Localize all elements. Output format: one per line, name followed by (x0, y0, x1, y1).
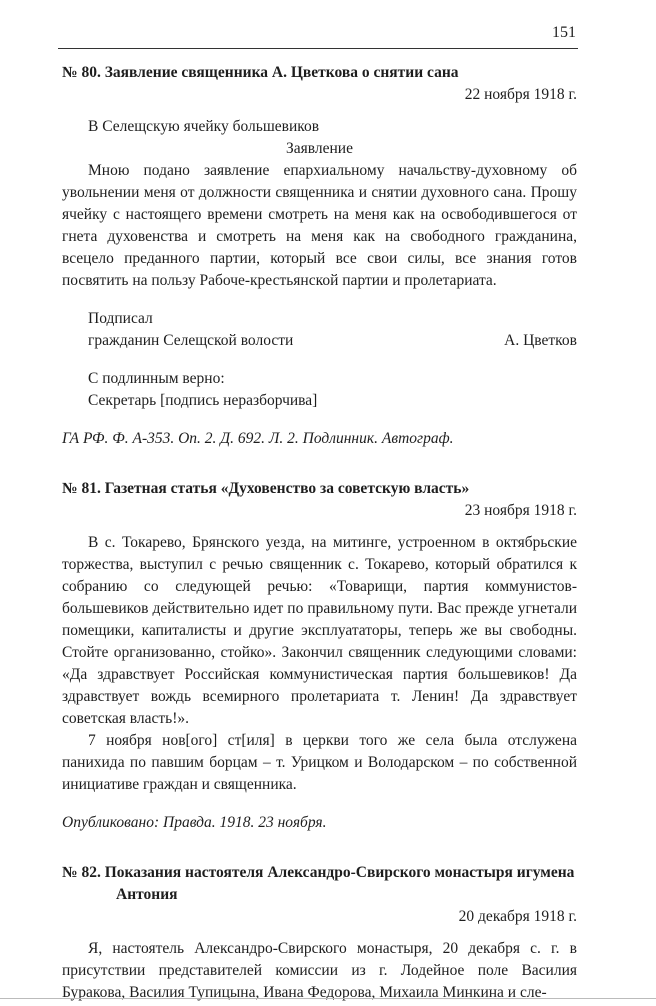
doc82-date: 20 декабря 1918 г. (458, 908, 577, 925)
doc80-signer-title: гражданин Селещской волости (88, 332, 294, 349)
page-number: 151 (552, 24, 576, 41)
doc81-source: Опубликовано: Правда. 1918. 23 ноября. (62, 814, 327, 831)
doc81-body-1: В с. Токарево, Брянского уезда, на митинге, устроенном в октябрьские торжества, выступил с речью священник с. Токарево, который обратился к собранию со следующей речью: «Товарищи, партия коммунистов-большевиков действительно идет по правильному пути. Вас прежде угнетали помещики, капиталисты и другие эксплуататоры, теперь же вы свободны. Стойте организованно, стойко». Закончил священник следующими словами: «Да здравствует Российская коммунистическая партия большевиков! Да здравствует вождь всемирного пролетариата т. Ленин! Да здравствует советская власть!». (62, 534, 577, 727)
doc82-body: Я, настоятель Александро-Свирского монастыря, 20 декабря с. г. в присутствии представителей комиссии из г. Лодейное поле Василия Буракова, Василия Тупицына, Ивана Федорова, Михаила Минкина и сле- (62, 940, 577, 1001)
doc80-certified: С подлинным верно: (88, 370, 225, 387)
doc81-body-2: 7 ноября нов[ого] ст[иля] в церкви того же села была отслужена панихида по павшим борцам – т. Урицком и Володарском – по собственной инициативе граждан и священника. (62, 732, 577, 793)
doc80-source: ГА РФ. Ф. А-353. Оп. 2. Д. 692. Л. 2. Подлинник. Автограф. (62, 430, 454, 447)
header-rule (58, 48, 578, 49)
doc80-date: 22 ноября 1918 г. (464, 86, 577, 103)
doc80-title: № 80. Заявление священника А. Цветкова о снятии сана (62, 64, 459, 81)
doc81-title: № 81. Газетная статья «Духовенство за советскую власть» (62, 480, 470, 497)
bottom-edge-line (0, 998, 656, 999)
doc80-signature-row (62, 330, 577, 352)
doc81-date: 23 ноября 1918 г. (464, 502, 577, 519)
doc80-body: Мною подано заявление епархиальному начальству-духовному об увольнении меня от должности священника и снятии духовного сана. Прошу ячейку с настоящего времени смотреть на меня как на освободившегося от гнета духовенства и смотреть на меня как на свободного гражданина, всецело преданного партии, который все свои силы, все знания готов посвятить на пользу Рабоче-крестьянской партии и пролетариата. (62, 162, 577, 289)
page-content (62, 56, 577, 1004)
doc80-signed-label: Подписал (88, 310, 153, 327)
doc80-addressee: В Селещскую ячейку большевиков (88, 118, 320, 135)
doc80-doc-type: Заявление (286, 140, 353, 157)
doc80-secretary: Секретарь [подпись неразборчива] (88, 392, 318, 409)
doc80-signer-name: А. Цветков (504, 332, 577, 349)
doc82-title: № 82. Показания настоятеля Александро-Свирского монастыря игумена Антония (62, 864, 575, 903)
